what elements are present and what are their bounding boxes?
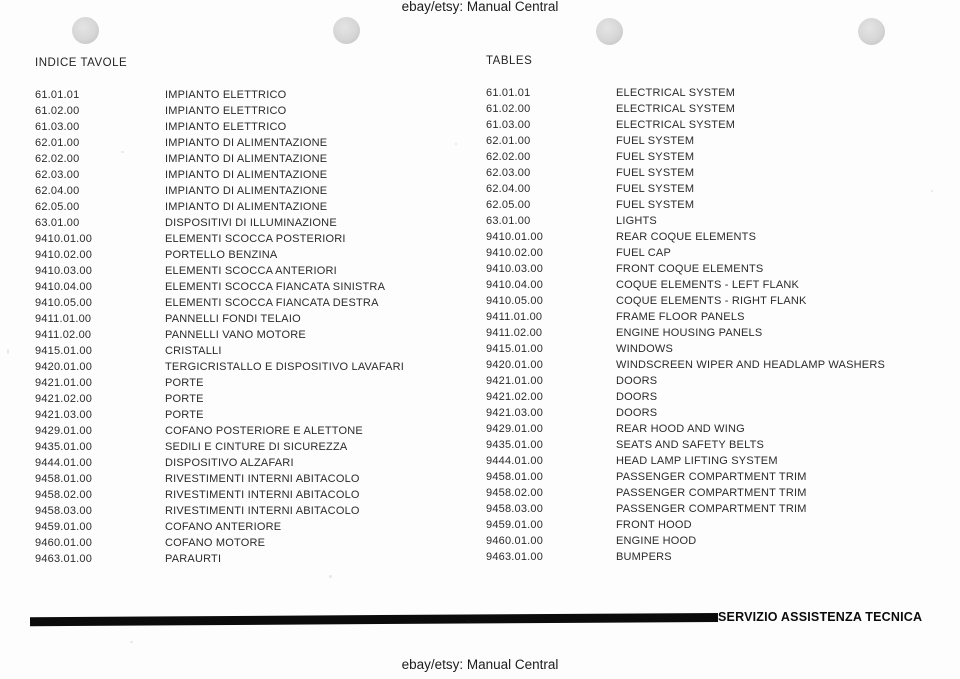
code-cell: 61.02.00: [486, 103, 531, 115]
description-cell: COFANO MOTORE: [165, 537, 266, 549]
column-header-english: TABLES: [486, 55, 533, 67]
description-cell: REAR HOOD AND WING: [616, 423, 745, 435]
code-cell: 62.02.00: [35, 153, 80, 165]
description-cell: IMPIANTO DI ALIMENTAZIONE: [165, 153, 328, 165]
description-cell: ELEMENTI SCOCCA FIANCATA SINISTRA: [165, 281, 386, 293]
code-cell: 9463.01.00: [35, 553, 93, 565]
table-row: [486, 389, 885, 405]
table-row: [35, 311, 404, 327]
code-cell: 9420.01.00: [35, 361, 93, 373]
table-row: [35, 199, 404, 215]
index-column-italian: [35, 57, 404, 567]
description-cell: PASSENGER COMPARTMENT TRIM: [616, 487, 807, 499]
table-row: [35, 535, 404, 551]
code-cell: 62.01.00: [35, 137, 80, 149]
table-row: [486, 373, 885, 389]
description-cell: ENGINE HOUSING PANELS: [616, 327, 763, 339]
description-cell: ENGINE HOOD: [616, 535, 697, 547]
punch-hole-icon: [858, 18, 885, 45]
column-header-italian: INDICE TAVOLE: [35, 57, 128, 69]
description-cell: DOORS: [616, 375, 658, 387]
code-cell: 9444.01.00: [486, 455, 544, 467]
table-row: [486, 309, 885, 325]
table-row: [35, 231, 404, 247]
code-cell: 9411.02.00: [486, 327, 543, 339]
code-cell: 9435.01.00: [486, 439, 544, 451]
scan-speck: [931, 190, 933, 192]
code-cell: 9415.01.00: [486, 343, 544, 355]
description-cell: IMPIANTO ELETTRICO: [165, 105, 287, 117]
code-cell: 61.02.00: [35, 105, 80, 117]
description-cell: WINDSCREEN WIPER AND HEADLAMP WASHERS: [616, 359, 885, 371]
table-row: [486, 421, 885, 437]
table-row: [35, 295, 404, 311]
description-cell: IMPIANTO ELETTRICO: [165, 89, 287, 101]
description-cell: SEDILI E CINTURE DI SICUREZZA: [165, 441, 348, 453]
service-department-label: SERVIZIO ASSISTENZA TECNICA: [718, 610, 923, 624]
scan-speck: [455, 143, 457, 145]
description-cell: FUEL SYSTEM: [616, 199, 695, 211]
code-cell: 61.01.01: [486, 87, 531, 99]
table-row: [35, 487, 404, 503]
description-cell: LIGHTS: [616, 215, 657, 227]
description-cell: WINDOWS: [616, 343, 674, 355]
description-cell: PARAURTI: [165, 553, 222, 565]
code-cell: 9415.01.00: [35, 345, 93, 357]
code-cell: 9429.01.00: [35, 425, 93, 437]
code-cell: 9420.01.00: [486, 359, 544, 371]
code-cell: 9410.02.00: [35, 249, 93, 261]
table-row: [35, 391, 404, 407]
code-cell: 9410.05.00: [35, 297, 93, 309]
table-row: [486, 149, 885, 165]
scan-speck: [700, 92, 702, 94]
code-cell: 9410.03.00: [486, 263, 544, 275]
code-cell: 9410.05.00: [486, 295, 544, 307]
table-row: [35, 151, 404, 167]
code-cell: 61.01.01: [35, 89, 80, 101]
table-row: [35, 359, 404, 375]
scan-speck: [7, 349, 9, 354]
code-cell: 62.05.00: [35, 201, 80, 213]
code-cell: 9458.03.00: [35, 505, 93, 517]
description-cell: ELEMENTI SCOCCA FIANCATA DESTRA: [165, 297, 379, 309]
code-cell: 9458.01.00: [486, 471, 544, 483]
description-cell: PORTE: [165, 377, 204, 389]
code-cell: 9458.03.00: [486, 503, 544, 515]
table-row: [486, 181, 885, 197]
table-row: [35, 503, 404, 519]
description-cell: FRAME FLOOR PANELS: [616, 311, 745, 323]
code-cell: 62.03.00: [35, 169, 80, 181]
table-row: [486, 325, 885, 341]
code-cell: 9421.03.00: [486, 407, 544, 419]
code-cell: 62.04.00: [486, 183, 531, 195]
code-cell: 9435.01.00: [35, 441, 93, 453]
table-row: [486, 197, 885, 213]
description-cell: IMPIANTO DI ALIMENTAZIONE: [165, 169, 328, 181]
table-row: [486, 533, 885, 549]
description-cell: FUEL SYSTEM: [616, 135, 695, 147]
code-cell: 9421.01.00: [35, 377, 93, 389]
table-row: [486, 261, 885, 277]
table-row: [486, 517, 885, 533]
code-cell: 9458.02.00: [486, 487, 544, 499]
description-cell: FRONT COQUE ELEMENTS: [616, 263, 764, 275]
top-watermark-note: ebay/etsy: Manual Central: [401, 0, 559, 14]
footer-rule-bar: [30, 613, 718, 626]
table-row: [35, 263, 404, 279]
description-cell: DISPOSITIVI DI ILLUMINAZIONE: [165, 217, 337, 229]
table-row: [486, 341, 885, 357]
punch-hole-icon: [596, 18, 623, 45]
table-row: [35, 551, 404, 567]
table-row: [35, 279, 404, 295]
description-cell: COQUE ELEMENTS - RIGHT FLANK: [616, 295, 807, 307]
description-cell: PASSENGER COMPARTMENT TRIM: [616, 471, 807, 483]
code-cell: 9410.04.00: [486, 279, 544, 291]
code-cell: 9421.02.00: [35, 393, 93, 405]
code-cell: 61.03.00: [35, 121, 80, 133]
table-row: [35, 183, 404, 199]
index-rows-it: [35, 87, 404, 567]
code-cell: 9421.03.00: [35, 409, 93, 421]
description-cell: PORTELLO BENZINA: [165, 249, 278, 261]
code-cell: 61.03.00: [486, 119, 531, 131]
description-cell: PORTE: [165, 409, 204, 421]
code-cell: 62.02.00: [486, 151, 531, 163]
code-cell: 9411.01.00: [486, 311, 543, 323]
description-cell: IMPIANTO DI ALIMENTAZIONE: [165, 137, 328, 149]
table-row: [35, 423, 404, 439]
code-cell: 63.01.00: [486, 215, 531, 227]
table-row: [486, 549, 885, 565]
table-row: [35, 407, 404, 423]
table-row: [486, 85, 885, 101]
table-row: [486, 101, 885, 117]
code-cell: 9460.01.00: [486, 535, 544, 547]
description-cell: PANNELLI FONDI TELAIO: [165, 313, 301, 325]
description-cell: COQUE ELEMENTS - LEFT FLANK: [616, 279, 800, 291]
table-row: [486, 405, 885, 421]
code-cell: 9410.04.00: [35, 281, 93, 293]
scan-speck: [467, 620, 470, 622]
code-cell: 9463.01.00: [486, 551, 544, 563]
index-column-english: [486, 55, 885, 565]
code-cell: 9421.01.00: [486, 375, 544, 387]
code-cell: 9410.02.00: [486, 247, 544, 259]
description-cell: PASSENGER COMPARTMENT TRIM: [616, 503, 807, 515]
table-row: [486, 245, 885, 261]
table-row: [35, 327, 404, 343]
table-row: [486, 229, 885, 245]
table-row: [486, 357, 885, 373]
description-cell: DISPOSITIVO ALZAFARI: [165, 457, 294, 469]
code-cell: 62.05.00: [486, 199, 531, 211]
code-cell: 9458.01.00: [35, 473, 93, 485]
table-row: [35, 247, 404, 263]
punch-hole-icon: [333, 17, 360, 44]
description-cell: PANNELLI VANO MOTORE: [165, 329, 306, 341]
index-rows-en: [486, 85, 885, 565]
description-cell: COFANO POSTERIORE E ALETTONE: [165, 425, 363, 437]
description-cell: RIVESTIMENTI INTERNI ABITACOLO: [165, 489, 360, 501]
table-row: [35, 103, 404, 119]
code-cell: 9459.01.00: [35, 521, 93, 533]
table-row: [35, 439, 404, 455]
description-cell: RIVESTIMENTI INTERNI ABITACOLO: [165, 473, 360, 485]
scan-speck: [130, 641, 133, 643]
table-row: [35, 471, 404, 487]
code-cell: 9458.02.00: [35, 489, 93, 501]
description-cell: IMPIANTO ELETTRICO: [165, 121, 287, 133]
table-row: [486, 485, 885, 501]
punch-hole-icon: [72, 17, 99, 44]
description-cell: ELECTRICAL SYSTEM: [616, 119, 736, 131]
table-row: [486, 453, 885, 469]
description-cell: IMPIANTO DI ALIMENTAZIONE: [165, 185, 328, 197]
table-row: [486, 213, 885, 229]
description-cell: IMPIANTO DI ALIMENTAZIONE: [165, 201, 328, 213]
table-row: [486, 133, 885, 149]
description-cell: ELECTRICAL SYSTEM: [616, 103, 736, 115]
code-cell: 9429.01.00: [486, 423, 544, 435]
description-cell: REAR COQUE ELEMENTS: [616, 231, 757, 243]
description-cell: FRONT HOOD: [616, 519, 692, 531]
description-cell: PORTE: [165, 393, 204, 405]
table-row: [35, 135, 404, 151]
description-cell: TERGICRISTALLO E DISPOSITIVO LAVAFARI: [165, 361, 405, 373]
code-cell: 62.04.00: [35, 185, 80, 197]
code-cell: 9410.01.00: [35, 233, 93, 245]
description-cell: ELEMENTI SCOCCA ANTERIORI: [165, 265, 337, 277]
description-cell: RIVESTIMENTI INTERNI ABITACOLO: [165, 505, 360, 517]
description-cell: HEAD LAMP LIFTING SYSTEM: [616, 455, 778, 467]
description-cell: ELECTRICAL SYSTEM: [616, 87, 736, 99]
scan-speck: [121, 151, 124, 153]
bottom-watermark-note: ebay/etsy: Manual Central: [401, 657, 559, 672]
table-row: [35, 119, 404, 135]
description-cell: DOORS: [616, 407, 658, 419]
code-cell: 62.01.00: [486, 135, 531, 147]
table-row: [486, 469, 885, 485]
description-cell: ELEMENTI SCOCCA POSTERIORI: [165, 233, 346, 245]
description-cell: FUEL SYSTEM: [616, 183, 695, 195]
table-row: [486, 277, 885, 293]
code-cell: 9459.01.00: [486, 519, 544, 531]
table-row: [486, 501, 885, 517]
table-row: [35, 215, 404, 231]
description-cell: FUEL SYSTEM: [616, 167, 695, 179]
description-cell: CRISTALLI: [165, 345, 222, 357]
scan-speck: [329, 575, 332, 578]
table-row: [486, 165, 885, 181]
table-row: [486, 117, 885, 133]
description-cell: SEATS AND SAFETY BELTS: [616, 439, 765, 451]
code-cell: 9410.03.00: [35, 265, 93, 277]
description-cell: FUEL CAP: [616, 247, 671, 259]
table-row: [35, 519, 404, 535]
code-cell: 9421.02.00: [486, 391, 544, 403]
table-row: [35, 455, 404, 471]
description-cell: FUEL SYSTEM: [616, 151, 695, 163]
description-cell: DOORS: [616, 391, 658, 403]
table-row: [35, 375, 404, 391]
code-cell: 9444.01.00: [35, 457, 93, 469]
code-cell: 62.03.00: [486, 167, 531, 179]
description-cell: BUMPERS: [616, 551, 672, 563]
table-row: [35, 167, 404, 183]
table-row: [486, 437, 885, 453]
table-row: [486, 293, 885, 309]
table-row: [35, 343, 404, 359]
code-cell: 9411.01.00: [35, 313, 92, 325]
code-cell: 9410.01.00: [486, 231, 544, 243]
code-cell: 63.01.00: [35, 217, 80, 229]
description-cell: COFANO ANTERIORE: [165, 521, 282, 533]
table-row: [35, 87, 404, 103]
code-cell: 9411.02.00: [35, 329, 92, 341]
code-cell: 9460.01.00: [35, 537, 93, 549]
